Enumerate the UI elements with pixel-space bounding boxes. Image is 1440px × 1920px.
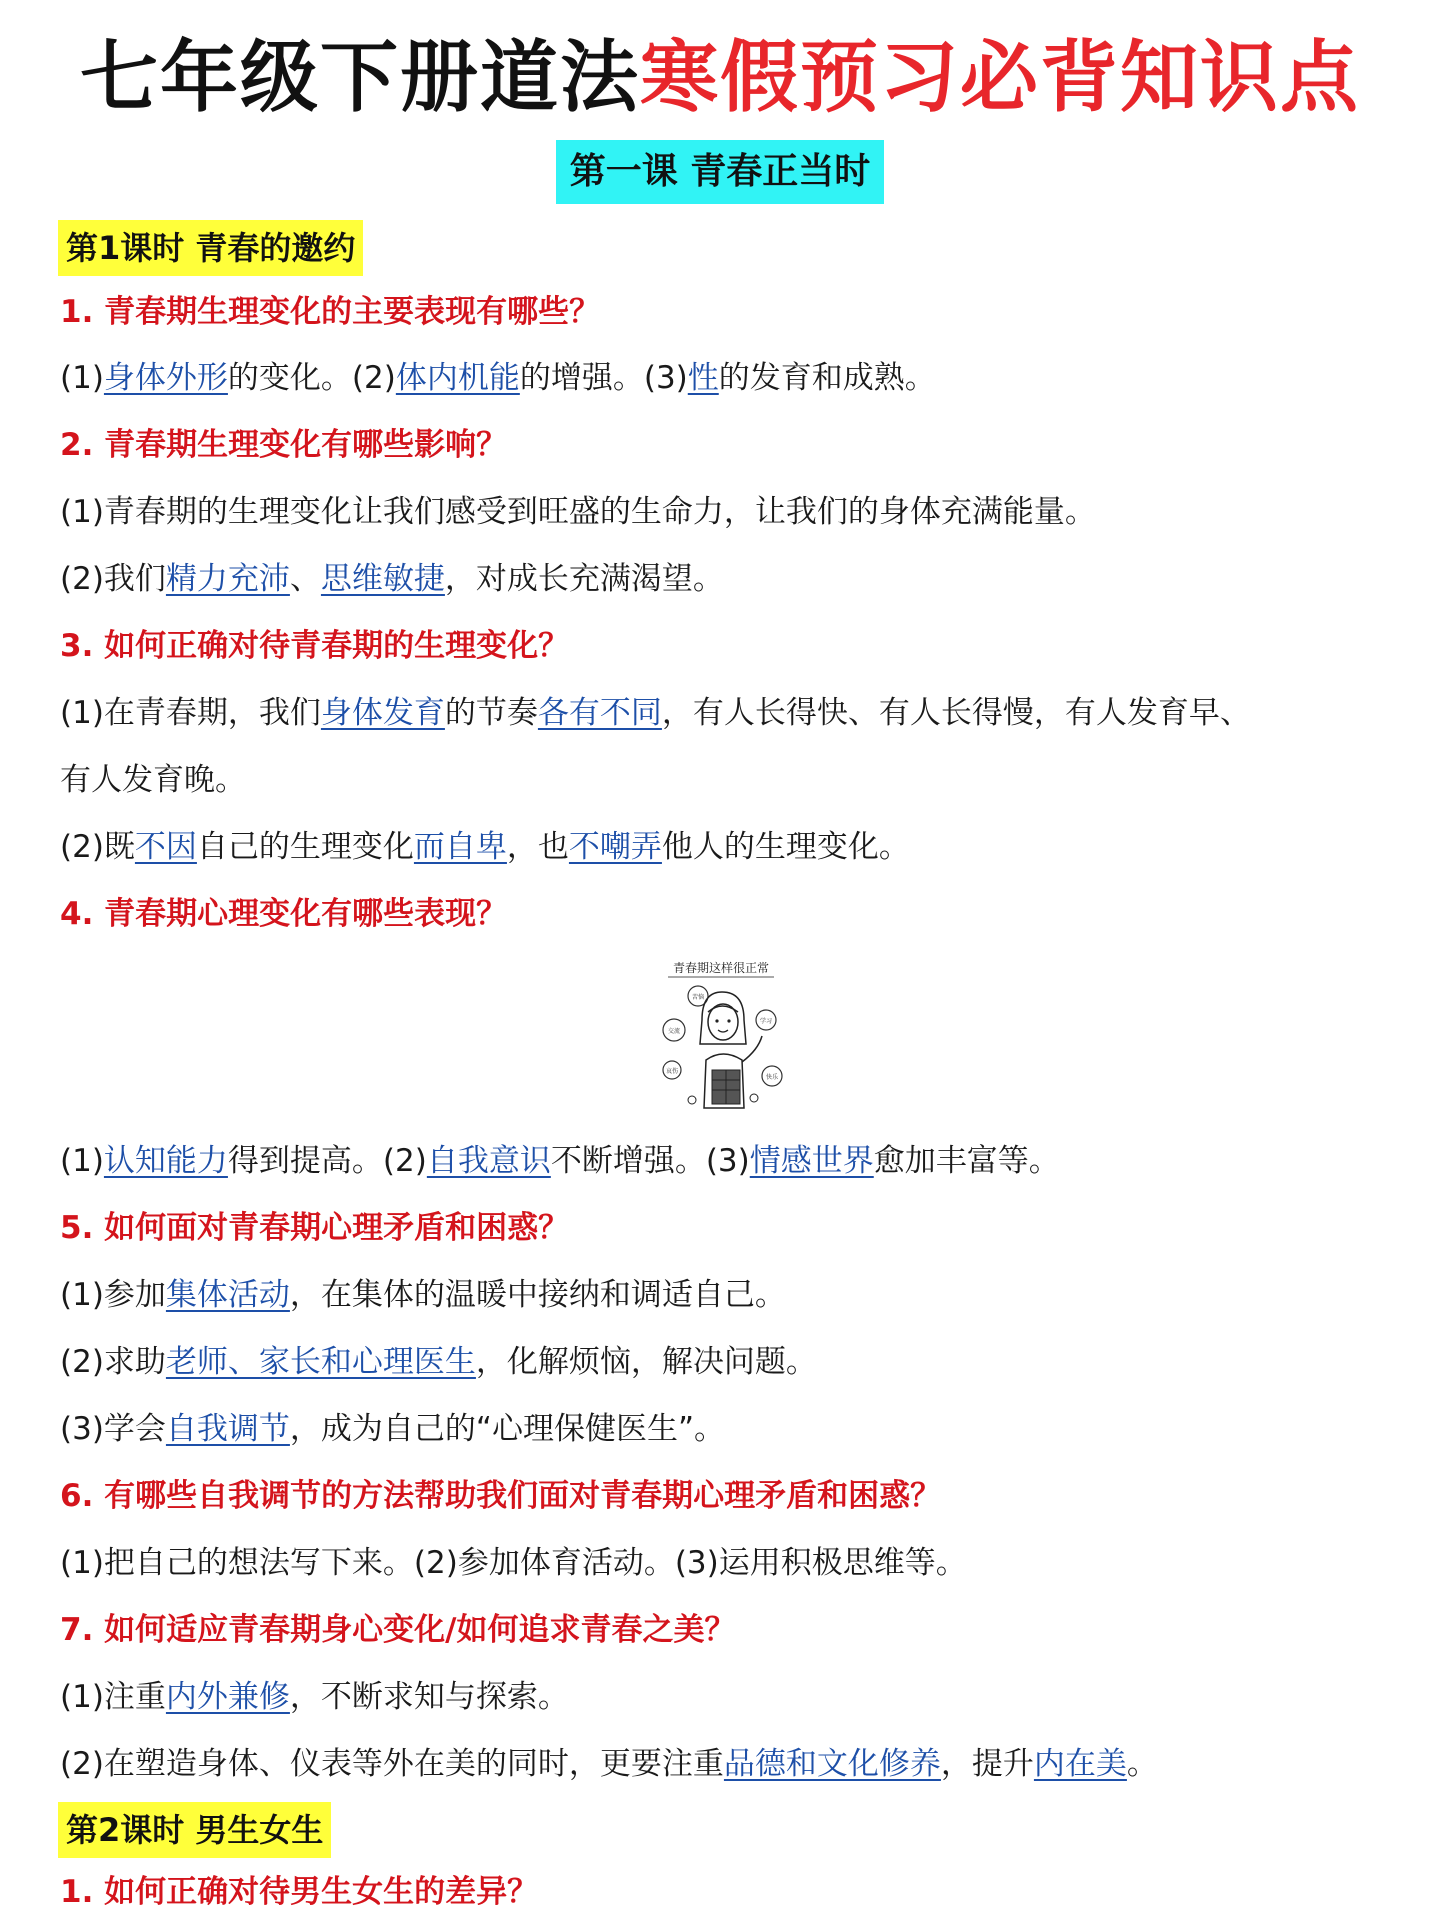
keyword: 集体活动 xyxy=(165,1277,290,1313)
svg-text:快乐: 快乐 xyxy=(765,1074,779,1081)
keyword: 自我调节 xyxy=(165,1411,290,1447)
answer-1: (1)身体外形的变化。(2)体内机能的增强。(3)性的发育和成熟。 xyxy=(60,360,936,396)
keyword: 自我意识 xyxy=(426,1143,551,1179)
page-title xyxy=(0,28,1440,128)
keyword: 不因 xyxy=(134,829,197,865)
answer-7-2: (2)在塑造身体、仪表等外在美的同时，更要注重品德和文化修养，提升内在美。 xyxy=(60,1746,1158,1782)
question-3: 3. 如何正确对待青春期的生理变化？ xyxy=(60,628,570,664)
svg-text:学习: 学习 xyxy=(759,1018,773,1025)
svg-text:哀伤: 哀伤 xyxy=(665,1068,679,1075)
answer-6: (1)把自己的想法写下来。(2)参加体育活动。(3)运用积极思维等。 xyxy=(60,1545,967,1581)
answer-4: (1)认知能力得到提高。(2)自我意识不断增强。(3)情感世界愈加丰富等。 xyxy=(60,1143,1060,1179)
title-red-part: 寒假预习必背知识点 xyxy=(640,33,1361,123)
keyword: 情感世界 xyxy=(749,1143,874,1179)
lesson-label: 第一课 青春正当时 xyxy=(556,140,885,204)
keyword: 各有不同 xyxy=(537,695,662,731)
answer-5-3: (3)学会自我调节，成为自己的“心理保健医生”。 xyxy=(60,1411,726,1447)
question-1: 1. 青春期生理变化的主要表现有哪些？ xyxy=(60,294,601,330)
title-black-part: 七年级下册道法 xyxy=(79,33,640,123)
answer-2-1: (1)青春期的生理变化让我们感受到旺盛的生命力，让我们的身体充满能量。 xyxy=(60,494,1096,530)
question-2: 2. 青春期生理变化有哪些影响？ xyxy=(60,427,508,463)
keyword: 不嘲弄 xyxy=(568,829,662,865)
answer-2-2: (2)我们精力充沛、思维敏捷，对成长充满渴望。 xyxy=(60,561,724,597)
keyword: 而自卑 xyxy=(413,829,507,865)
svg-text:交流: 交流 xyxy=(667,1028,681,1035)
question-8: 1. 如何正确对待男生女生的差异？ xyxy=(60,1874,539,1910)
keyword: 认知能力 xyxy=(103,1143,228,1179)
section-heading-1: 第1课时 青春的邀约 xyxy=(58,220,363,276)
answer-5-2: (2)求助老师、家长和心理医生，化解烦恼，解决问题。 xyxy=(60,1344,817,1380)
illustration-caption: 青春期这样很正常 xyxy=(672,961,770,975)
svg-text:苦恼: 苦恼 xyxy=(691,994,705,1001)
keyword: 体内机能 xyxy=(395,360,520,396)
keyword: 身体发育 xyxy=(320,695,445,731)
answer-5-1: (1)参加集体活动，在集体的温暖中接纳和调适自己。 xyxy=(60,1277,786,1313)
keyword: 内在美 xyxy=(1033,1746,1127,1782)
keyword: 性 xyxy=(687,360,719,396)
question-5: 5. 如何面对青春期心理矛盾和困惑？ xyxy=(60,1210,570,1246)
question-4: 4. 青春期心理变化有哪些表现？ xyxy=(60,896,508,932)
keyword: 老师、家长和心理医生 xyxy=(165,1344,476,1380)
lesson-heading xyxy=(0,140,1440,204)
girl-illustration xyxy=(654,958,788,1120)
answer-3-1: (1)在青春期，我们身体发育的节奏各有不同，有人长得快、有人长得慢，有人发育早、 xyxy=(60,695,1251,731)
keyword: 身体外形 xyxy=(103,360,228,396)
question-6: 6. 有哪些自我调节的方法帮助我们面对青春期心理矛盾和困惑？ xyxy=(60,1478,942,1514)
keyword: 精力充沛 xyxy=(165,561,290,597)
keyword: 内外兼修 xyxy=(165,1679,290,1715)
question-7: 7. 如何适应青春期身心变化/如何追求青春之美？ xyxy=(60,1612,736,1648)
keyword: 品德和文化修养 xyxy=(723,1746,941,1782)
answer-3-2: (2)既不因自己的生理变化而自卑，也不嘲弄他人的生理变化。 xyxy=(60,829,910,865)
answer-7-1: (1)注重内外兼修，不断求知与探索。 xyxy=(60,1679,569,1715)
section-heading-2: 第2课时 男生女生 xyxy=(58,1802,331,1858)
answer-3-1-continued: 有人发育晚。 xyxy=(60,762,246,798)
keyword: 思维敏捷 xyxy=(320,561,445,597)
